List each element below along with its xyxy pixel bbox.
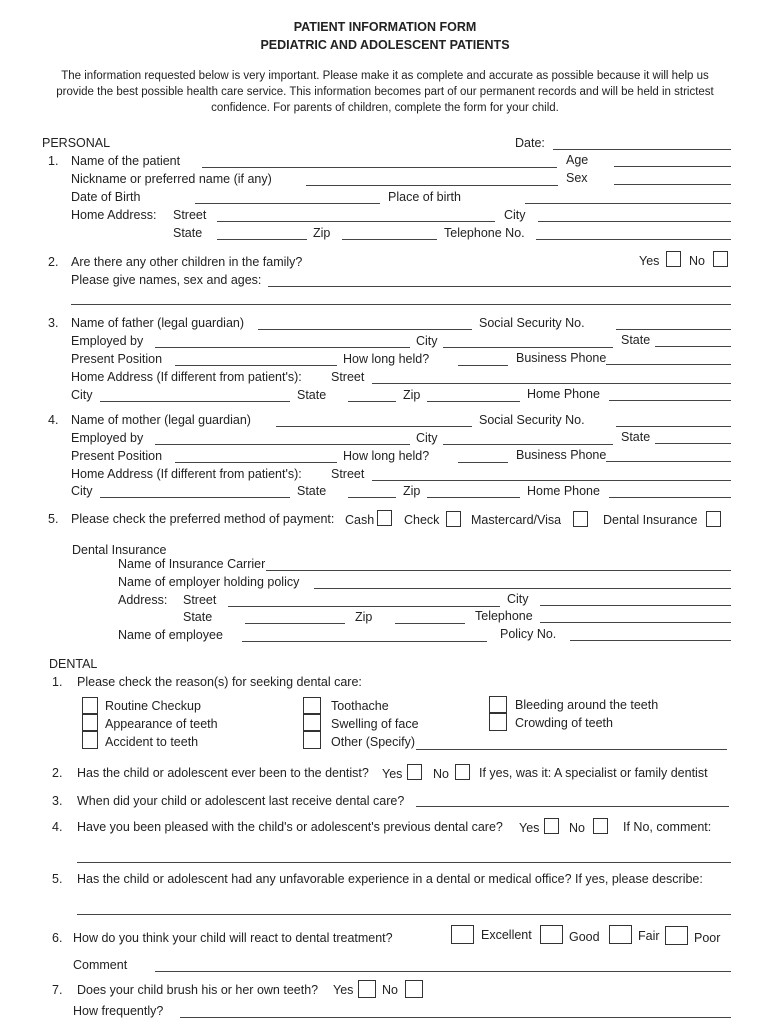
intro-paragraph [40, 68, 730, 116]
state-field[interactable] [217, 239, 307, 240]
crowding-checkbox[interactable] [489, 713, 507, 731]
date-field[interactable] [553, 149, 731, 150]
pleased-comment-label: If No, comment: [623, 820, 712, 834]
pleased-yes-label: Yes [519, 821, 540, 835]
dob-field[interactable] [195, 203, 380, 204]
street-field[interactable] [217, 221, 495, 222]
insurance-street-label: Street [183, 593, 217, 607]
father-state-field[interactable] [348, 401, 396, 402]
poor-checkbox[interactable] [665, 926, 688, 945]
reaction-comment-label: Comment [73, 958, 128, 972]
father-employer-field[interactable] [155, 347, 410, 348]
good-checkbox[interactable] [540, 925, 563, 944]
patient-name-field[interactable] [202, 167, 557, 168]
bleeding-label: Bleeding around the teeth [515, 698, 659, 712]
swelling-checkbox[interactable] [303, 714, 321, 731]
policy-employer-field[interactable] [314, 588, 731, 589]
mother-work-state-field[interactable] [655, 443, 731, 444]
brush-question: Does your child brush his or her own teeth? [77, 983, 319, 997]
other-checkbox[interactable] [303, 731, 321, 749]
mother-work-state-label: State [621, 430, 651, 444]
toothache-label: Toothache [331, 699, 389, 713]
dentist-type-label: If yes, was it: A specialist or family dentist [479, 766, 708, 780]
father-position-label: Present Position [71, 352, 163, 366]
routine-checkup-checkbox[interactable] [82, 697, 98, 714]
excellent-checkbox[interactable] [451, 925, 474, 944]
mother-city-label: City [71, 484, 93, 498]
mother-zip-field[interactable] [427, 497, 520, 498]
appearance-checkbox[interactable] [82, 714, 98, 731]
intro-line-2: provide the best possible health care service. This information becomes part of our permanent records and will be held in strictest [56, 86, 714, 98]
nickname-label: Nickname or preferred name (if any) [71, 172, 272, 186]
mother-employer-field[interactable] [155, 444, 410, 445]
cash-label: Cash [345, 513, 375, 527]
dental-q4-number: 4. [52, 820, 63, 834]
mother-home-address-label: Home Address (If different from patient's): [71, 467, 302, 481]
been-to-dentist-question: Has the child or adolescent ever been to the dentist? [77, 766, 369, 780]
mother-home-phone-field[interactable] [609, 497, 731, 498]
dental-reasons-question: Please check the reason(s) for seeking dental care: [77, 675, 362, 689]
mother-street-label: Street [331, 467, 365, 481]
intro-line-3: confidence. For parents of children, complete the form for your child. [211, 102, 559, 114]
mother-work-city-field[interactable] [443, 444, 613, 445]
been-to-dentist-no-checkbox[interactable] [455, 764, 470, 780]
mother-position-field[interactable] [175, 462, 337, 463]
mother-business-phone-field[interactable] [606, 461, 731, 462]
been-to-dentist-yes-label: Yes [382, 767, 403, 781]
father-held-field[interactable] [458, 365, 508, 366]
street-label: Street [173, 208, 207, 222]
last-care-field[interactable] [416, 806, 729, 807]
father-home-address-label: Home Address (If different from patient's): [71, 370, 302, 384]
brush-no-label: No [382, 983, 398, 997]
father-business-phone-label: Business Phone [516, 351, 607, 365]
pleased-comment-field[interactable] [77, 862, 731, 863]
mother-state-field[interactable] [348, 497, 396, 498]
children-names-field[interactable] [268, 286, 731, 287]
other-children-no-checkbox[interactable] [713, 251, 728, 267]
q5-number: 5. [48, 512, 59, 526]
insurance-heading: Dental Insurance [72, 543, 167, 557]
insurance-street-field[interactable] [228, 606, 500, 607]
mother-work-city-label: City [416, 431, 438, 445]
pleased-yes-checkbox[interactable] [544, 818, 559, 834]
payment-question: Please check the preferred method of payment: [71, 512, 335, 526]
carrier-label: Name of Insurance Carrier [118, 557, 266, 571]
pob-label: Place of birth [388, 190, 461, 204]
father-position-field[interactable] [175, 365, 337, 366]
state-label: State [173, 226, 203, 240]
unfavorable-field[interactable] [77, 914, 731, 915]
bleeding-checkbox[interactable] [489, 696, 507, 713]
excellent-label: Excellent [481, 928, 532, 942]
father-work-city-field[interactable] [443, 347, 613, 348]
been-to-dentist-no-label: No [433, 767, 449, 781]
pleased-question: Have you been pleased with the child's or adolescent's previous dental care? [77, 820, 503, 834]
pob-field[interactable] [525, 203, 731, 204]
insurance-telephone-label: Telephone [475, 609, 533, 623]
father-city-field[interactable] [100, 401, 290, 402]
form-title: PATIENT INFORMATION FORM [293, 20, 477, 34]
father-work-state-label: State [621, 333, 651, 347]
insurance-telephone-field[interactable] [540, 622, 731, 623]
children-names-label: Please give names, sex and ages: [71, 273, 262, 287]
mother-ssn-label: Social Security No. [479, 413, 585, 427]
insurance-city-field[interactable] [540, 605, 731, 606]
age-label: Age [566, 153, 589, 167]
check-label: Check [404, 513, 440, 527]
insurance-state-field[interactable] [245, 623, 345, 624]
dental-q3-number: 3. [52, 794, 63, 808]
patient-name-label: Name of the patient [71, 154, 181, 168]
other-label: Other (Specify) [331, 735, 416, 749]
card-checkbox[interactable] [573, 511, 588, 527]
father-home-phone-label: Home Phone [527, 387, 600, 401]
mother-city-field[interactable] [100, 497, 290, 498]
father-employer-label: Employed by [71, 334, 144, 348]
zip-field[interactable] [342, 239, 437, 240]
crowding-label: Crowding of teeth [515, 716, 613, 730]
date-label: Date: [515, 136, 545, 150]
employee-name-field[interactable] [242, 641, 487, 642]
other-specify-field[interactable] [416, 749, 727, 750]
dental-insurance-checkbox[interactable] [706, 511, 721, 527]
accident-checkbox[interactable] [82, 731, 98, 749]
fair-label: Fair [638, 929, 660, 943]
routine-checkup-label: Routine Checkup [105, 699, 201, 713]
zip-label: Zip [313, 226, 331, 240]
nickname-field[interactable] [306, 185, 558, 186]
dental-q2-number: 2. [52, 766, 63, 780]
cash-checkbox[interactable] [377, 510, 392, 526]
policy-number-field[interactable] [570, 640, 731, 641]
father-business-phone-field[interactable] [606, 364, 731, 365]
father-zip-label: Zip [403, 388, 421, 402]
check-checkbox[interactable] [446, 511, 461, 527]
q2-number: 2. [48, 255, 59, 269]
q4-number: 4. [48, 413, 59, 427]
brush-yes-checkbox[interactable] [358, 980, 376, 998]
poor-label: Poor [694, 931, 721, 945]
home-address-label: Home Address: [71, 208, 157, 222]
swelling-label: Swelling of face [331, 717, 419, 731]
brush-yes-label: Yes [333, 983, 354, 997]
father-street-field[interactable] [372, 383, 731, 384]
mother-position-label: Present Position [71, 449, 163, 463]
accident-label: Accident to teeth [105, 735, 199, 749]
intro-line-1: The information requested below is very important. Please make it as complete and accurate as possible because it will help us [61, 70, 709, 82]
father-held-label: How long held? [343, 352, 430, 366]
children-names-field-2[interactable] [71, 304, 731, 305]
father-city-label: City [71, 388, 93, 402]
brush-frequency-field[interactable] [180, 1017, 731, 1018]
dental-q1-number: 1. [52, 675, 63, 689]
mother-home-phone-label: Home Phone [527, 484, 600, 498]
dental-q7-number: 7. [52, 983, 63, 997]
policy-number-label: Policy No. [500, 627, 557, 641]
father-zip-field[interactable] [427, 401, 520, 402]
insurance-city-label: City [507, 592, 529, 606]
form-subtitle: PEDIATRIC AND ADOLESCENT PATIENTS [260, 38, 510, 52]
last-care-question: When did your child or adolescent last receive dental care? [77, 794, 405, 808]
been-to-dentist-yes-checkbox[interactable] [407, 764, 422, 780]
brush-no-checkbox[interactable] [405, 980, 423, 998]
mother-employer-label: Employed by [71, 431, 144, 445]
father-ssn-field[interactable] [616, 329, 731, 330]
policy-employer-label: Name of employer holding policy [118, 575, 300, 589]
carrier-field[interactable] [266, 570, 731, 571]
reaction-question: How do you think your child will react to dental treatment? [73, 931, 393, 945]
dental-q5-number: 5. [52, 872, 63, 886]
mother-ssn-field[interactable] [616, 426, 731, 427]
father-name-label: Name of father (legal guardian) [71, 316, 245, 330]
other-children-yes-label: Yes [639, 254, 660, 268]
mother-business-phone-label: Business Phone [516, 448, 607, 462]
mother-held-label: How long held? [343, 449, 430, 463]
sex-label: Sex [566, 171, 588, 185]
father-ssn-label: Social Security No. [479, 316, 585, 330]
father-work-state-field[interactable] [655, 346, 731, 347]
insurance-zip-field[interactable] [395, 623, 465, 624]
mother-name-field[interactable] [276, 426, 472, 427]
employee-name-label: Name of employee [118, 628, 223, 642]
toothache-checkbox[interactable] [303, 697, 321, 714]
brush-frequency-label: How frequently? [73, 1004, 164, 1018]
insurance-zip-label: Zip [355, 610, 373, 624]
appearance-label: Appearance of teeth [105, 717, 218, 731]
mother-street-field[interactable] [372, 480, 731, 481]
city-label: City [504, 208, 526, 222]
section-dental: DENTAL [49, 657, 98, 671]
pleased-no-label: No [569, 821, 585, 835]
mother-held-field[interactable] [458, 462, 508, 463]
age-field[interactable] [614, 166, 731, 167]
father-work-city-label: City [416, 334, 438, 348]
sex-field[interactable] [614, 184, 731, 185]
section-personal: PERSONAL [42, 136, 111, 150]
telephone-field[interactable] [536, 239, 731, 240]
insurance-state-label: State [183, 610, 213, 624]
other-children-no-label: No [689, 254, 705, 268]
telephone-label: Telephone No. [444, 226, 525, 240]
father-state-label: State [297, 388, 327, 402]
q3-number: 3. [48, 316, 59, 330]
dental-q6-number: 6. [52, 931, 63, 945]
other-children-yes-checkbox[interactable] [666, 251, 681, 267]
pleased-no-checkbox[interactable] [593, 818, 608, 834]
dob-label: Date of Birth [71, 190, 141, 204]
reaction-comment-field[interactable] [155, 971, 731, 972]
dental-insurance-label: Dental Insurance [603, 513, 698, 527]
mother-name-label: Name of mother (legal guardian) [71, 413, 251, 427]
unfavorable-question: Has the child or adolescent had any unfavorable experience in a dental or medical office? If yes, please describe: [77, 872, 703, 886]
father-street-label: Street [331, 370, 365, 384]
mother-zip-label: Zip [403, 484, 421, 498]
father-home-phone-field[interactable] [609, 400, 731, 401]
q1-number: 1. [48, 154, 59, 168]
insurance-address-label: Address: [118, 593, 168, 607]
mother-state-label: State [297, 484, 327, 498]
city-field[interactable] [538, 221, 731, 222]
card-label: Mastercard/Visa [471, 513, 562, 527]
good-label: Good [569, 930, 600, 944]
fair-checkbox[interactable] [609, 925, 632, 944]
other-children-question: Are there any other children in the family? [71, 255, 303, 269]
father-name-field[interactable] [258, 329, 472, 330]
